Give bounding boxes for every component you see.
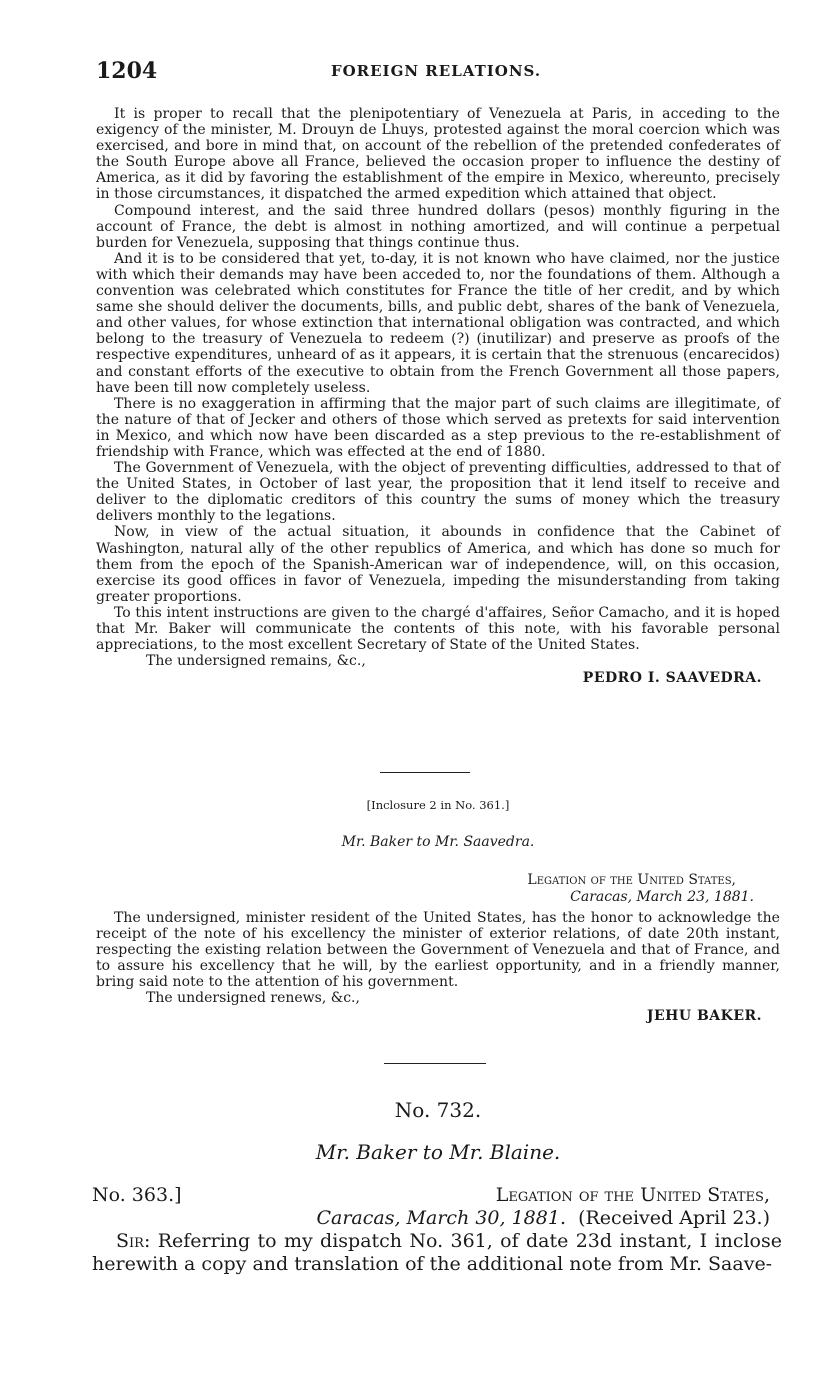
inclosure-label: [Inclosure 2 in No. 361.]	[366, 798, 510, 812]
paragraph: And it is to be considered that yet, to-day, it is not known who have claimed, nor the justice with which their demands may have been acceded to, nor the foundations of them. Although a convention was celebrated which constitutes for France the title of her credit, and by which same she should deliver the documents, bills, and public debt, shares of the bank of Venezuela, and other values, for whose extinction that international obligation was contracted, and which belong to the treasury of Venezuela to redeem (?) (inutilizar) and preserve as proofs of the respective expenditures, unheard of as it appears, it is certain that the strenuous (encarecidos) and constant efforts of the executive to obtain from the French Government all those papers, have been till now completely useless.	[96, 250, 780, 396]
paragraph: To this intent instructions are given to the chargé d'affaires, Señor Camacho, and it is hoped that Mr. Baker will communicate the contents of this note, with his favorable personal appreciations, to the most excellent Secretary of State of the United States.	[96, 604, 780, 654]
paragraph: Compound interest, and the said three hundred dollars (pesos) monthly figuring in the account of France, the debt is almost in nothing amortized, and will continue a perpetual burden for Venezuela, supposing that things continue thus.	[96, 202, 780, 251]
signature: PEDRO I. SAAVEDRA.	[582, 670, 762, 687]
paragraph: The undersigned, minister resident of the United States, has the honor to acknowledge the receipt of the note of his excellency the minister of exterior relations, of date 20th instant, respecting the existing relation between the Government of Venezuela and that of France, and to assure his excellency that he will, by the earliest opportunity, and in a friendly manner, bring said note to the attention of his government.	[96, 910, 780, 991]
dispatch-date: Caracas, March 30, 1881. (Received April 23.)	[316, 1207, 770, 1229]
section-divider	[380, 772, 470, 773]
paragraph: There is no exaggeration in affirming that the major part of such claims are illegitimate, of the nature of that of Jecker and others of those which served as pretexts for said intervention in Mexico, and which now have been discarded as a step previous to the re-establishment of friendship with France, which was effected at the end of 1880.	[96, 395, 780, 460]
page-header	[96, 58, 776, 88]
signature: JEHU BAKER.	[646, 1007, 762, 1024]
received-date: (Received April 23.)	[578, 1207, 770, 1229]
document-number: No. 732.	[394, 1098, 482, 1122]
running-head: FOREIGN RELATIONS.	[330, 62, 542, 80]
saavedra-note	[96, 106, 780, 687]
dispatch-body	[92, 1230, 782, 1276]
page-number: 1204	[96, 58, 158, 84]
inclosure-subhead: Mr. Baker to Mr. Saavedra.	[341, 834, 535, 850]
dispatch-number: No. 363.]	[92, 1184, 182, 1206]
dateline-date: Caracas, March 23, 1881.	[570, 888, 754, 905]
paragraph: Now, in view of the actual situation, it abounds in confidence that the Cabinet of Washington, natural ally of the other republics of America, and which has done so much for them from the epoch of the Spanish-American war of independence, will, on this occasion, exercise its good offices in favor of Venezuela, impeding the misunderstanding from taking greater proportions.	[96, 524, 780, 605]
dispatch-text: Referring to my dispatch No. 361, of date 23d instant, I inclose herewith a copy and translation of the additional note from Mr. Saave-	[92, 1230, 782, 1275]
paragraph: It is proper to recall that the plenipotentiary of Venezuela at Paris, in acceding to the exigency of the minister, M. Drouyn de Lhuys, protested against the moral coercion which was exercised, and bore in mind that, on account of the rebellion of the pretended confederates of the South Europe above all France, believed the occasion proper to influence the destiny of America, as it did by favoring the establishment of the empire in Mexico, whereunto, precisely in those circumstances, it dispatched the armed expedition which attained that object.	[96, 106, 780, 203]
dispatch-legation: Legation of the United States,	[495, 1184, 770, 1206]
baker-note	[96, 910, 780, 1025]
closing-line: The undersigned remains, &c.,	[146, 653, 366, 670]
dateline-place: Legation of the United States,	[527, 872, 736, 888]
section-divider	[384, 1063, 486, 1064]
inclosure-dateline	[96, 872, 780, 905]
paragraph: The Government of Venezuela, with the object of preventing difficulties, addressed to that of the United States, in October of last year, the proposition that it lend itself to receive and deliver to the diplomatic creditors of this country the sums of money which the treasury delivers monthly to the legations.	[96, 460, 780, 525]
closing-line: The undersigned renews, &c.,	[146, 990, 360, 1007]
dispatch-heading	[92, 1184, 782, 1232]
salutation: Sir:	[116, 1230, 151, 1252]
document-title: Mr. Baker to Mr. Blaine.	[315, 1140, 561, 1164]
